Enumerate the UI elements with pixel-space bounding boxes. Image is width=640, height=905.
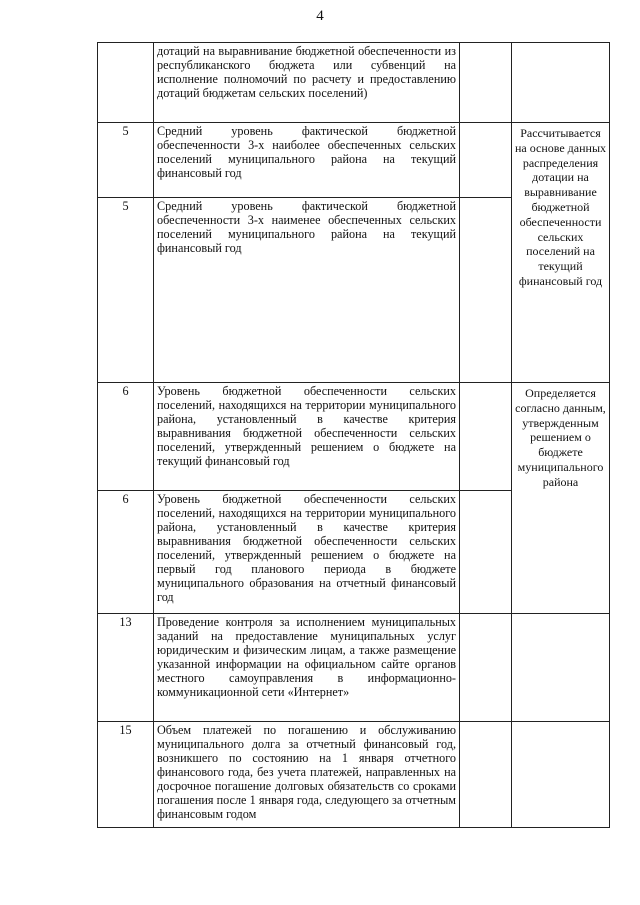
table-row bbox=[98, 614, 610, 722]
row-number: 6 bbox=[98, 491, 154, 614]
value-cell bbox=[460, 614, 512, 722]
note-cell bbox=[512, 614, 610, 722]
row-number: 6 bbox=[98, 383, 154, 491]
table-row bbox=[98, 123, 610, 198]
value-cell bbox=[460, 43, 512, 123]
value-cell bbox=[460, 722, 512, 828]
note-cell bbox=[512, 43, 610, 123]
note-calculation-basis: Рассчитывается на основе данных распределения дотации на выравнивание бюджетной обеспеченности сельских поселений на текущий финансовый год bbox=[512, 123, 610, 383]
row-number: 15 bbox=[98, 722, 154, 828]
row-number: 13 bbox=[98, 614, 154, 722]
value-cell bbox=[460, 491, 512, 614]
row-number: 5 bbox=[98, 123, 154, 198]
row-description: дотаций на выравнивание бюджетной обеспеченности из республиканского бюджета или субвенций на исполнение полномочий по расчету и предоставлению дотаций бюджетам сельских поселений) bbox=[154, 43, 460, 123]
row-description: Проведение контроля за исполнением муниципальных заданий на предоставление муниципальных услуг юридическим и физическим лицам, а также размещение указанной информации на официальном сайте органов местного самоуправления в информационно-коммуникационной сети «Интернет» bbox=[154, 614, 460, 722]
value-cell bbox=[460, 123, 512, 198]
row-description: Уровень бюджетной обеспеченности сельских поселений, находящихся на территории муниципального района, установленный в качестве критерия выравнивания бюджетной обеспеченности сельских поселений, утвержденный решением о бюджете на текущий финансовый год bbox=[154, 383, 460, 491]
note-determination-basis: Определяется согласно данным, утвержденным решением о бюджете муниципального района bbox=[512, 383, 610, 614]
page-number: 4 bbox=[316, 8, 324, 24]
row-number: 5 bbox=[98, 198, 154, 383]
table-row bbox=[98, 383, 610, 491]
table-row bbox=[98, 43, 610, 123]
row-description: Средний уровень фактической бюджетной обеспеченности 3-х наиболее обеспеченных сельских поселений муниципального района на текущий финансовый год bbox=[154, 123, 460, 198]
row-number bbox=[98, 43, 154, 123]
row-description: Объем платежей по погашению и обслуживанию муниципального долга за отчетный финансовый год, возникшего по состоянию на 1 января отчетного финансового года, без учета платежей, направленных на досрочное погашение долговых обязательств со сроками погашения после 1 января года, следующего за отчетным финансовым годом bbox=[154, 722, 460, 828]
row-description: Уровень бюджетной обеспеченности сельских поселений, находящихся на территории муниципального района, установленный в качестве критерия выравнивания бюджетной обеспеченности сельских поселений, утвержденный решением о бюджете на первый год планового периода в бюджете муниципального образования на отчетный финансовый год bbox=[154, 491, 460, 614]
indicators-table bbox=[97, 42, 610, 828]
row-description: Средний уровень фактической бюджетной обеспеченности 3-х наименее обеспеченных сельских поселений муниципального района на текущий финансовый год bbox=[154, 198, 460, 383]
note-cell bbox=[512, 722, 610, 828]
table-row bbox=[98, 722, 610, 828]
value-cell bbox=[460, 383, 512, 491]
value-cell bbox=[460, 198, 512, 383]
